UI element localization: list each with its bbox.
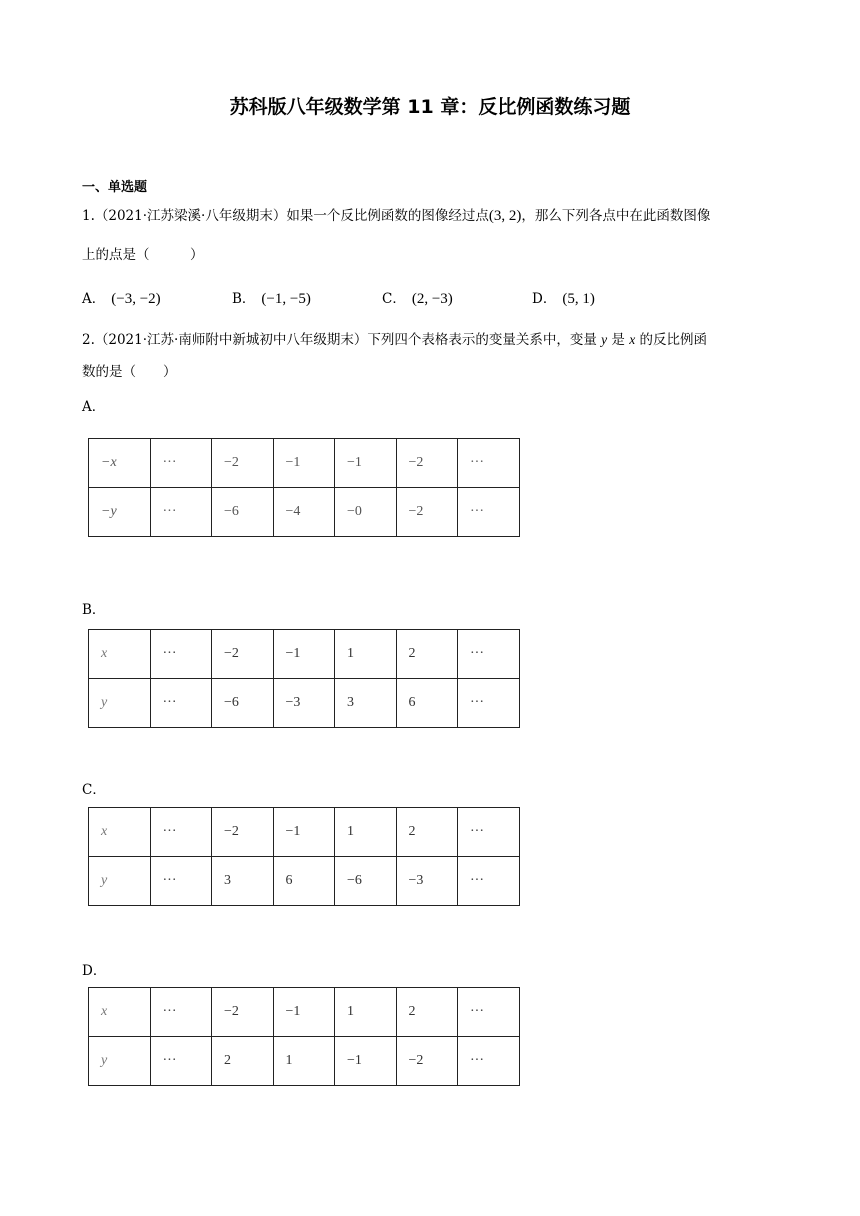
question-1-point: (3, 2) <box>488 208 522 224</box>
table-cell: 3 <box>212 857 274 906</box>
table-row <box>89 679 520 728</box>
table-cell: ··· <box>150 630 212 679</box>
table-cell: −1 <box>273 808 335 857</box>
table-cell: −4 <box>273 488 335 537</box>
question-1-option-a[interactable] <box>82 287 161 308</box>
table-cell: ··· <box>150 988 212 1037</box>
table-cell: −1 <box>273 988 335 1037</box>
table-cell: −3 <box>396 857 458 906</box>
table-cell: ··· <box>458 1037 520 1086</box>
question-2-stem-mid: 是 <box>611 332 625 348</box>
table-cell: −6 <box>335 857 397 906</box>
question-1-option-b[interactable] <box>232 287 311 308</box>
option-label: A． <box>82 291 106 307</box>
table-cell: x <box>89 808 151 857</box>
variable-y: y <box>601 332 608 347</box>
table-cell: −1 <box>335 439 397 488</box>
option-label: C． <box>382 291 406 307</box>
option-value: (−3, −2) <box>111 291 161 307</box>
table-cell: 2 <box>396 808 458 857</box>
table-row <box>89 857 520 906</box>
question-1-stem: 1.（2021·江苏梁溪·八年级期末）如果一个反比例函数的图像经过点 <box>82 208 489 224</box>
table-row <box>89 808 520 857</box>
table-row <box>89 488 520 537</box>
table-row <box>89 988 520 1037</box>
question-1-option-d[interactable] <box>532 287 595 308</box>
table-cell: ··· <box>150 439 212 488</box>
table-cell: −1 <box>273 439 335 488</box>
table-cell: ··· <box>150 808 212 857</box>
table-cell: ··· <box>458 988 520 1037</box>
question-2-option-c-label[interactable]: C． <box>82 782 106 798</box>
table-cell: 2 <box>396 988 458 1037</box>
question-1-stem-end: ，那么下列各点中在此函数图像 <box>521 208 711 224</box>
table-cell: 1 <box>335 630 397 679</box>
question-1-line-1 <box>82 204 710 225</box>
question-2-line-2: 数的是（ ） <box>82 364 177 380</box>
question-2-option-a-label[interactable]: A． <box>82 399 106 415</box>
table-cell: y <box>89 857 151 906</box>
table-cell: y <box>89 1037 151 1086</box>
table-cell: 6 <box>396 679 458 728</box>
table-cell: 1 <box>335 808 397 857</box>
table-cell: ··· <box>150 488 212 537</box>
table-row <box>89 439 520 488</box>
question-1-option-c[interactable] <box>382 287 453 308</box>
table-cell: −2 <box>212 988 274 1037</box>
question-2-line-1 <box>82 328 707 348</box>
option-label: D． <box>532 291 557 307</box>
table-row <box>89 630 520 679</box>
table-cell: 1 <box>273 1037 335 1086</box>
option-value: (5, 1) <box>562 291 595 307</box>
table-cell: −2 <box>212 439 274 488</box>
table-cell: −6 <box>212 679 274 728</box>
question-2-option-b-label[interactable]: B． <box>82 602 106 618</box>
table-cell: ··· <box>150 679 212 728</box>
table-cell: 2 <box>212 1037 274 1086</box>
table-cell: ··· <box>458 679 520 728</box>
option-value: (−1, −5) <box>261 291 311 307</box>
table-cell: ··· <box>458 857 520 906</box>
table-cell: 1 <box>335 988 397 1037</box>
table-cell: −2 <box>396 488 458 537</box>
section-heading: 一、单选题 <box>82 180 148 195</box>
table-cell: −2 <box>212 630 274 679</box>
table-cell: −6 <box>212 488 274 537</box>
question-2-stem: 2.（2021·江苏·南师附中新城初中八年级期末）下列四个表格表示的变量关系中，变量 <box>82 332 597 348</box>
table-cell: −x <box>89 439 151 488</box>
table-cell: −2 <box>396 439 458 488</box>
question-2-stem-end: 的反比例函 <box>639 332 708 348</box>
option-label: B． <box>232 291 256 307</box>
table-cell: −2 <box>212 808 274 857</box>
question-2-option-b-table[interactable] <box>88 629 520 728</box>
variable-x: x <box>629 332 636 347</box>
table-cell: −2 <box>396 1037 458 1086</box>
table-cell: ··· <box>458 488 520 537</box>
table-cell: y <box>89 679 151 728</box>
table-cell: −0 <box>335 488 397 537</box>
question-2-option-a-table[interactable] <box>88 438 520 537</box>
table-cell: ··· <box>150 1037 212 1086</box>
table-cell: 2 <box>396 630 458 679</box>
table-cell: ··· <box>458 808 520 857</box>
table-cell: −y <box>89 488 151 537</box>
question-2-option-d-table[interactable] <box>88 987 520 1086</box>
question-2-option-c-table[interactable] <box>88 807 520 906</box>
table-cell: x <box>89 988 151 1037</box>
table-cell: x <box>89 630 151 679</box>
table-cell: ··· <box>458 439 520 488</box>
question-1-line-2: 上的点是（ ） <box>82 247 204 263</box>
table-cell: −3 <box>273 679 335 728</box>
option-value: (2, −3) <box>411 291 453 307</box>
table-cell: 3 <box>335 679 397 728</box>
table-row <box>89 1037 520 1086</box>
table-cell: ··· <box>150 857 212 906</box>
table-cell: 6 <box>273 857 335 906</box>
table-cell: −1 <box>335 1037 397 1086</box>
page-title: 苏科版八年级数学第 11 章：反比例函数练习题 <box>229 96 631 118</box>
table-cell: −1 <box>273 630 335 679</box>
table-cell: ··· <box>458 630 520 679</box>
question-2-option-d-label[interactable]: D． <box>82 963 107 979</box>
